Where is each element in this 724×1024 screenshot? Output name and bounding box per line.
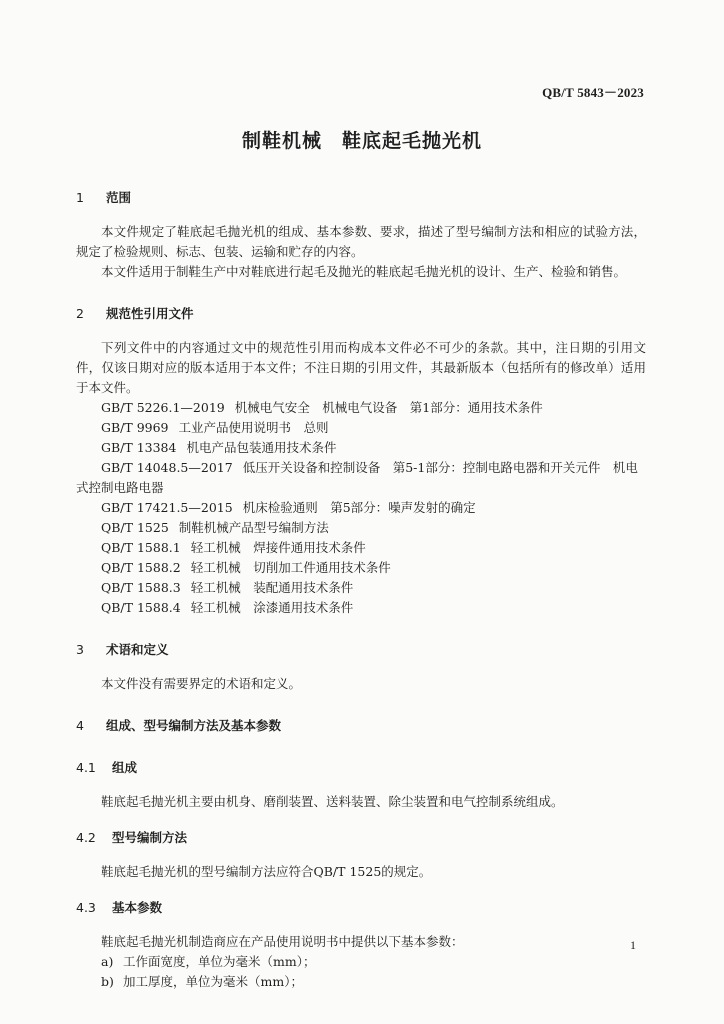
section-number: 1 (76, 190, 84, 205)
section-heading-normative (76, 304, 646, 324)
reference-title: 机电产品包装通用技术条件 (186, 440, 337, 455)
terms-paragraph: 本文件没有需要界定的术语和定义。 (101, 676, 302, 691)
reference-code: QB/T 1588.1 (101, 540, 181, 555)
reference-item (76, 418, 646, 438)
subsection-heading-4-2 (76, 828, 646, 848)
reference-item (76, 518, 646, 538)
list-item (76, 952, 646, 972)
reference-item (76, 438, 646, 458)
page-number: 1 (630, 938, 636, 952)
reference-title: 机床检验通则 第5部分：噪声发射的确定 (242, 500, 476, 515)
parameters-paragraph: 鞋底起毛抛光机制造商应在产品使用说明书中提供以下基本参数： (101, 934, 464, 949)
reference-code: GB/T 13384 (101, 440, 177, 455)
subsection-heading-4-3 (76, 898, 646, 918)
reference-item (76, 598, 646, 618)
subsection-heading-4-1 (76, 758, 646, 778)
section-title: 组成、型号编制方法及基本参数 (106, 718, 282, 733)
list-item (76, 972, 646, 992)
standard-code: QB/T 5843－2023 (542, 85, 644, 100)
reference-item (76, 578, 646, 598)
scope-paragraph-2: 本文件适用于制鞋生产中对鞋底进行起毛及抛光的鞋底起毛抛光机的设计、生产、检验和销售。 (101, 264, 627, 279)
subsection-number: 4.1 (76, 760, 96, 775)
reference-title: 轻工机械 切削加工件通用技术条件 (190, 560, 391, 575)
list-text: 加工厚度，单位为毫米（mm）； (123, 974, 303, 989)
reference-title: 低压开关设备和控制设备 第5-1部分：控制电路电器和开关元件 机电式控制电路电器 (76, 460, 638, 495)
subsection-number: 4.3 (76, 900, 96, 915)
section-title: 规范性引用文件 (106, 306, 194, 321)
list-marker: a) (101, 954, 114, 969)
reference-title: 轻工机械 涂漆通用技术条件 (190, 600, 354, 615)
list-text: 工作面宽度，单位为毫米（mm）； (123, 954, 316, 969)
reference-code: QB/T 1525 (101, 520, 169, 535)
reference-list (76, 398, 646, 618)
subsection-title: 组成 (112, 760, 138, 775)
scope-paragraph-1: 本文件规定了鞋底起毛抛光机的组成、基本参数、要求，描述了型号编制方法和相应的试验方法，规定了检验规则、标志、包装、运输和贮存的内容。 (76, 224, 646, 259)
reference-item (76, 498, 646, 518)
reference-item (76, 398, 646, 418)
list-marker: b) (101, 974, 114, 989)
reference-title: 制鞋机械产品型号编制方法 (178, 520, 329, 535)
section-title: 术语和定义 (106, 642, 169, 657)
reference-title: 机械电气安全 机械电气设备 第1部分：通用技术条件 (234, 400, 543, 415)
section-number: 3 (76, 642, 84, 657)
section-title: 范围 (106, 190, 132, 205)
reference-code: GB/T 5226.1—2019 (101, 400, 225, 415)
subsection-title: 基本参数 (112, 900, 163, 915)
section-heading-composition (76, 716, 646, 736)
reference-code: QB/T 1588.4 (101, 600, 181, 615)
reference-code: GB/T 17421.5—2015 (101, 500, 233, 515)
model-number-paragraph: 鞋底起毛抛光机的型号编制方法应符合QB/T 1525的规定。 (101, 864, 432, 879)
reference-title: 轻工机械 装配通用技术条件 (190, 580, 354, 595)
reference-code: GB/T 9969 (101, 420, 169, 435)
reference-item (76, 558, 646, 578)
reference-item (76, 458, 646, 498)
normative-intro: 下列文件中的内容通过文中的规范性引用而构成本文件必不可少的条款。其中，注日期的引用文件，仅该日期对应的版本适用于本文件；不注日期的引用文件，其最新版本（包括所有的修改单）适用于本文件。 (76, 340, 646, 395)
reference-item (76, 538, 646, 558)
subsection-title: 型号编制方法 (112, 830, 188, 845)
section-heading-terms (76, 640, 646, 660)
reference-code: QB/T 1588.2 (101, 560, 181, 575)
subsection-number: 4.2 (76, 830, 96, 845)
composition-paragraph: 鞋底起毛抛光机主要由机身、磨削装置、送料装置、除尘装置和电气控制系统组成。 (101, 794, 564, 809)
document-title: 制鞋机械 鞋底起毛抛光机 (241, 130, 482, 152)
document-body (76, 188, 646, 992)
reference-title: 工业产品使用说明书 总则 (178, 420, 329, 435)
reference-code: GB/T 14048.5—2017 (101, 460, 233, 475)
section-heading-scope (76, 188, 646, 208)
section-number: 2 (76, 306, 84, 321)
section-number: 4 (76, 718, 84, 733)
reference-title: 轻工机械 焊接件通用技术条件 (190, 540, 366, 555)
reference-code: QB/T 1588.3 (101, 580, 181, 595)
